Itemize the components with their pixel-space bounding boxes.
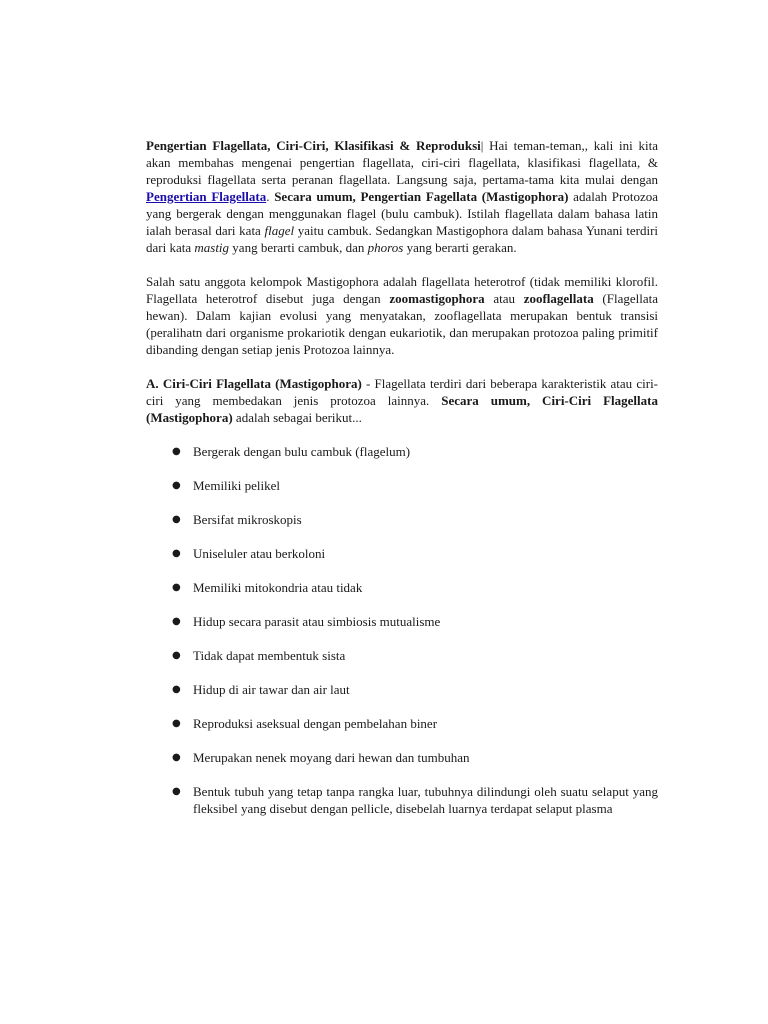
- bullet-icon: ●: [172, 616, 181, 627]
- ciri-ciri-paragraph: A. Ciri-Ciri Flagellata (Mastigophora) - Flagellata terdiri dari beberapa karakteristik atau ciri-ciri yang membedakan jenis protozoa lainnya. Secara umum, Ciri-Ciri Flagellata (Mastigophora) adalah sebagai berikut...: [146, 376, 659, 425]
- bullet-icon: ●: [172, 684, 181, 695]
- list-item: ● Memiliki pelikel: [172, 478, 281, 493]
- list-item: ● Uniseluler atau berkoloni: [172, 546, 326, 561]
- bullet-icon: ●: [172, 752, 181, 763]
- list-item: ● Bentuk tubuh yang tetap tanpa rangka luar, tubuhnya dilindungi oleh suatu selaput yang fleksibel yang disebut dengan pellicle, disebelah luarnya terdapat selaput plasma: [172, 784, 658, 816]
- list-item: ● Hidup secara parasit atau simbiosis mutualisme: [172, 614, 441, 629]
- document-page: [146, 137, 658, 834]
- list-item: ● Bersifat mikroskopis: [172, 512, 302, 527]
- intro-paragraph: Pengertian Flagellata, Ciri-Ciri, Klasifikasi & Reproduksi| Hai teman-teman,, kali ini kita akan membahas mengenai pengertian flagellata, ciri-ciri flagellata, klasifikasi flagellata, & reproduksi flagellata serta peranan flagellata. Langsung saja, pertama-tama kita mulai dengan Pengertian Flagellata. Secara umum, Pengertian Fagellata (Mastigophora) adalah Protozoa yang bergerak dengan menggunakan flagel (bulu cambuk). Istilah flagellata dalam bahasa latin ialah berasal dari kata flagel yaitu cambuk. Sedangkan Mastigophora dalam bahasa Yunani terdiri dari kata mastig yang berarti cambuk, dan phoros yang berarti gerakan.: [146, 138, 659, 255]
- bullet-icon: ●: [172, 582, 181, 593]
- list-item: ● Memiliki mitokondria atau tidak: [172, 580, 363, 595]
- bullet-icon: ●: [172, 480, 181, 491]
- list-item: ● Bergerak dengan bulu cambuk (flagelum): [172, 444, 411, 459]
- bullet-icon: ●: [172, 718, 181, 729]
- article-title: Pengertian Flagellata, Ciri-Ciri, Klasifikasi & Reproduksi: [146, 138, 481, 153]
- section-heading: A. Ciri-Ciri Flagellata (Mastigophora): [146, 376, 362, 391]
- ciri-ciri-list: [146, 443, 658, 817]
- mastigophora-paragraph: Salah satu anggota kelompok Mastigophora adalah flagellata heterotrof (tidak memiliki klorofil. Flagellata heterotrof disebut juga dengan zoomastigophora atau zooflagellata (Flagellata hewan). Dalam kajian evolusi yang menyatakan, zooflagellata merupakan bentuk transisi (peralihatn dari organisme prokariotik dengan eukariotik, dan merupakan protozoa paling primitif dibanding dengan setiap jenis Protozoa lainnya.: [146, 274, 658, 357]
- list-item: ● Tidak dapat membentuk sista: [172, 648, 346, 663]
- bullet-icon: ●: [172, 786, 181, 797]
- pengertian-flagellata-link[interactable]: Pengertian Flagellata: [146, 189, 267, 204]
- list-item: ● Merupakan nenek moyang dari hewan dan tumbuhan: [172, 750, 470, 765]
- bullet-icon: ●: [172, 548, 181, 559]
- bullet-icon: ●: [172, 446, 181, 457]
- bullet-icon: ●: [172, 650, 181, 661]
- bullet-icon: ●: [172, 514, 181, 525]
- list-item: ● Reproduksi aseksual dengan pembelahan biner: [172, 716, 438, 731]
- list-item: ● Hidup di air tawar dan air laut: [172, 682, 350, 697]
